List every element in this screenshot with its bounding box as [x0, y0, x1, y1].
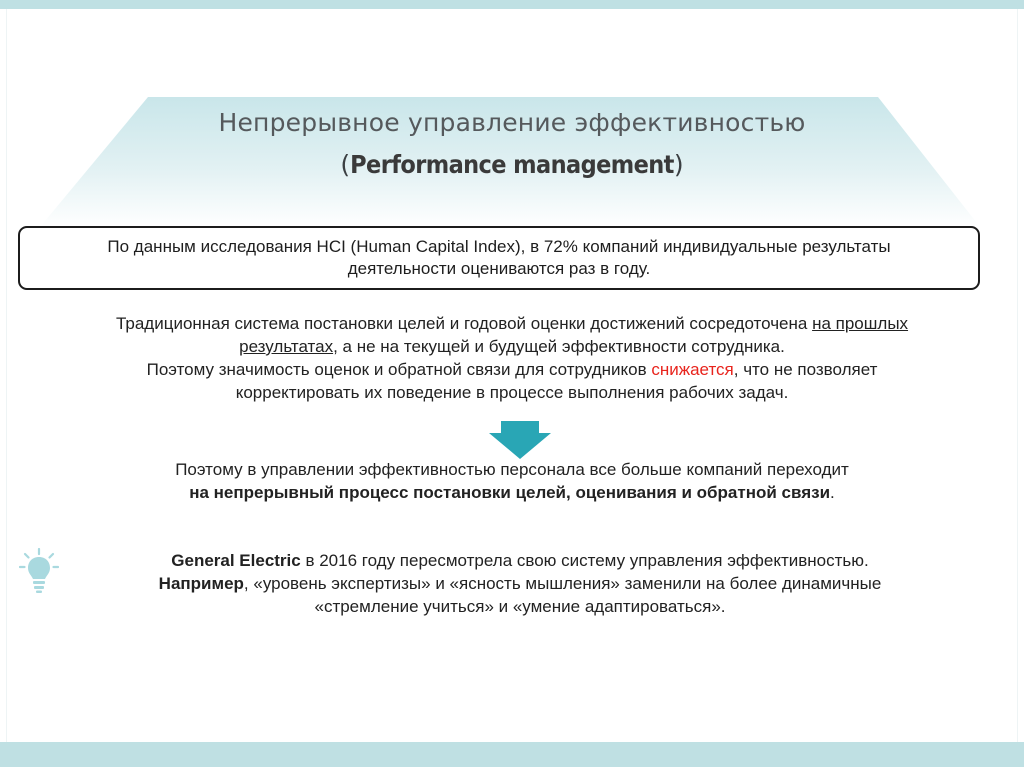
subtitle-close-paren: ): [673, 150, 684, 179]
traditional-text-3a: Поэтому значимость оценок и обратной связи для сотрудников: [146, 360, 652, 379]
traditional-text-3b: , что не позволяет: [733, 360, 878, 379]
continuous-bold-text: на непрерывный процесс постановки целей, оценивания и обратной связи: [189, 483, 831, 502]
ge-line-1: [0, 549, 1024, 572]
traditional-line-2: [0, 335, 1024, 358]
ge-line-3: «стремление учиться» и «умение адаптироваться».: [314, 597, 726, 616]
ge-company-name: General Electric: [171, 551, 301, 570]
ge-text-2: , «уровень экспертизы» и «ясность мышления» заменили на более динамичные: [243, 574, 882, 593]
subtitle-open-paren: (: [340, 150, 351, 179]
top-band: [0, 0, 1024, 9]
general-electric-paragraph: [0, 549, 1024, 618]
page-subtitle: [100, 150, 924, 179]
bottom-band: [0, 742, 1024, 767]
traditional-system-paragraph: [0, 312, 1024, 404]
past-results-underlined-2: результатах: [239, 337, 334, 356]
continuous-process-paragraph: [0, 458, 1024, 504]
hci-line-1: По данным исследования HCI (Human Capital Index), в 72% компаний индивидуальные результаты: [107, 237, 891, 256]
ge-text-1: в 2016 году пересмотрела свою систему управления эффективностью.: [300, 551, 869, 570]
continuous-line-1: Поэтому в управлении эффективностью персонала все больше компаний переходит: [175, 460, 849, 479]
continuous-period: .: [830, 483, 835, 502]
down-arrow-icon: [489, 421, 551, 459]
hci-callout-box: [18, 226, 980, 290]
subtitle-bold: Performance management: [350, 150, 674, 179]
ge-line-2: [0, 572, 1024, 595]
traditional-line-4: корректировать их поведение в процессе выполнения рабочих задач.: [235, 383, 789, 402]
traditional-text-2b: , а не на текущей и будущей эффективности сотрудника.: [333, 337, 785, 356]
ge-example-label: Например: [158, 574, 244, 593]
past-results-underlined-1: на прошлых: [812, 314, 909, 333]
hci-line-2: деятельности оцениваются раз в году.: [347, 259, 651, 278]
traditional-line-1: [0, 312, 1024, 335]
decreases-highlight: снижается: [651, 360, 734, 379]
page-title: Непрерывное управление эффективностью: [218, 108, 806, 137]
traditional-line-3: [0, 358, 1024, 381]
continuous-line-2: [0, 481, 1024, 504]
traditional-text-1a: Традиционная система постановки целей и годовой оценки достижений сосредоточена: [115, 314, 813, 333]
